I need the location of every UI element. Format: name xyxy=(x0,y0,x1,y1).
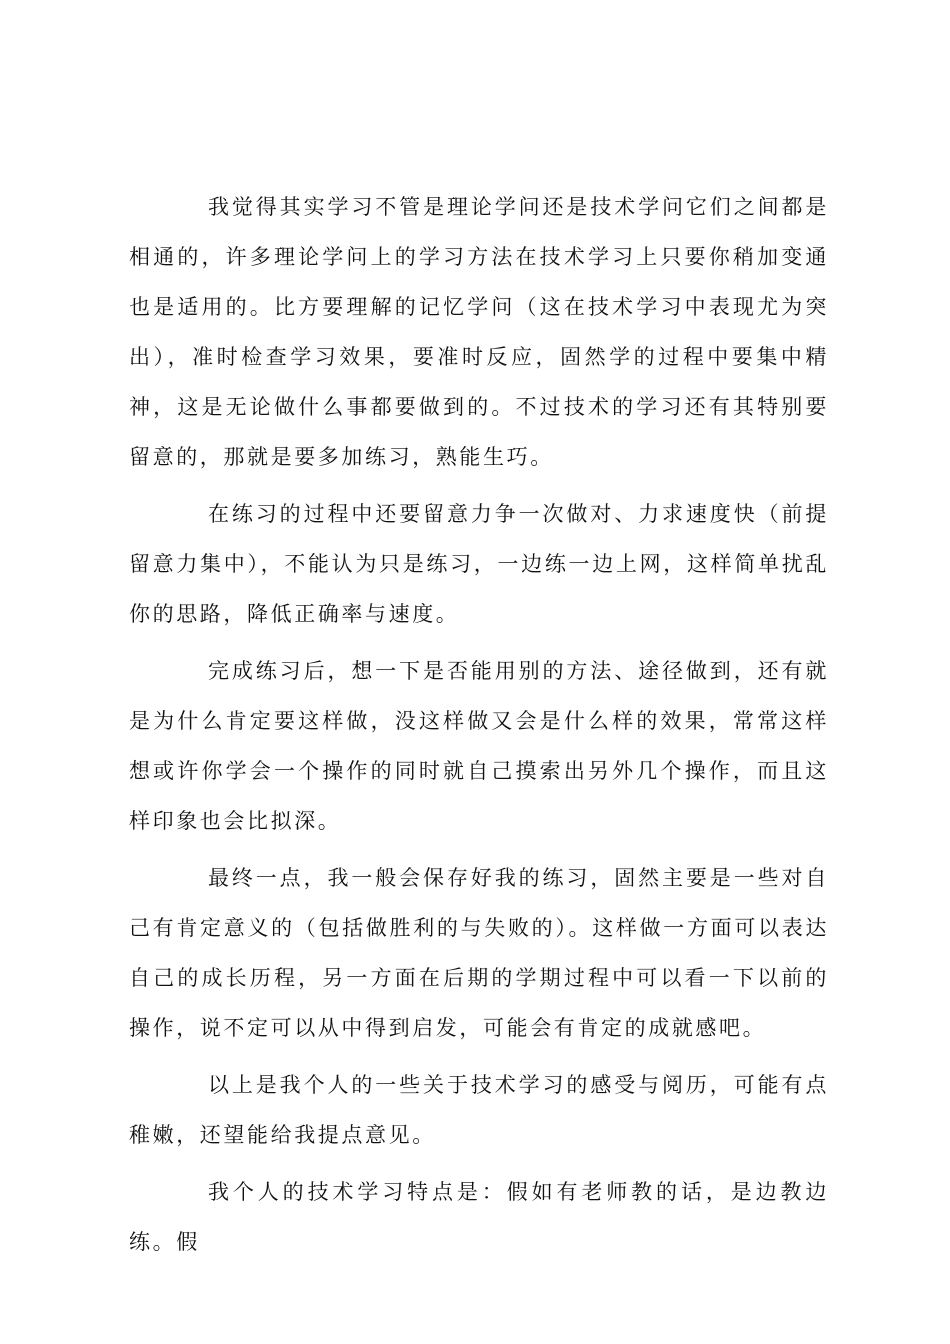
paragraph-6: 我个人的技术学习特点是：假如有老师教的话，是边教边练。假 xyxy=(129,1180,829,1254)
paragraph-4: 最终一点，我一般会保存好我的练习，固然主要是一些对自己有肯定意义的（包括做胜利的与失败的）。这样做一方面可以表达自己的成长历程，另一方面在后期的学期过程中可以看一下以前的操作，说不定可以从中得到启发，可能会有肯定的成就感吧。 xyxy=(129,866,829,1040)
document-body xyxy=(129,182,829,1274)
paragraph-2: 在练习的过程中还要留意力争一次做对、力求速度快（前提留意力集中），不能认为只是练习，一边练一边上网，这样简单扰乱你的思路，降低正确率与速度。 xyxy=(129,502,829,626)
paragraph-3: 完成练习后，想一下是否能用别的方法、途径做到，还有就是为什么肯定要这样做，没这样做又会是什么样的效果，常常这样想或许你学会一个操作的同时就自己摸索出另外几个操作，而且这样印象也会比拟深。 xyxy=(129,659,829,833)
paragraph-5: 以上是我个人的一些关于技术学习的感受与阅历，可能有点稚嫩，还望能给我提点意见。 xyxy=(129,1073,829,1147)
paragraph-1: 我觉得其实学习不管是理论学问还是技术学问它们之间都是相通的，许多理论学问上的学习方法在技术学习上只要你稍加变通也是适用的。比方要理解的记忆学问（这在技术学习中表现尤为突出），准时检查学习效果，要准时反应，固然学的过程中要集中精神，这是无论做什么事都要做到的。不过技术的学习还有其特别要留意的，那就是要多加练习，熟能生巧。 xyxy=(129,195,829,469)
